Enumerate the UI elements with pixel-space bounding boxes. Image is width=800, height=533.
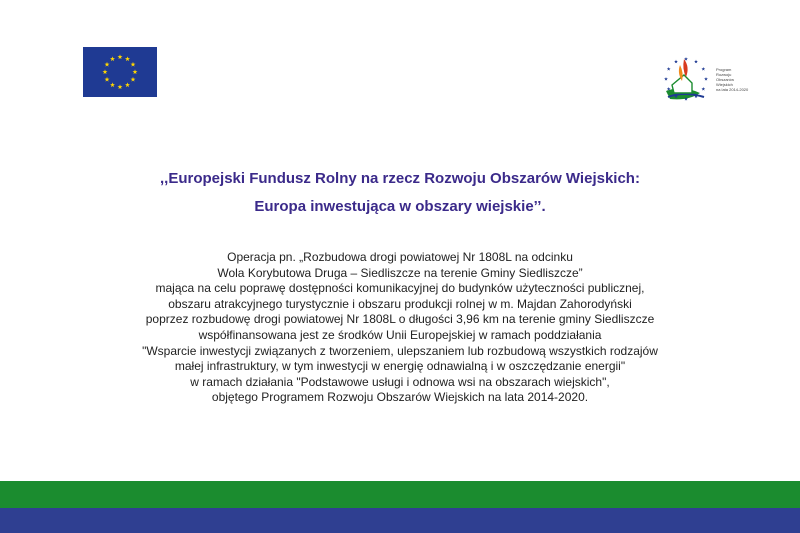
body-line: Wola Korybutowa Druga – Siedliszcze na terenie Gminy Siedliszcze” xyxy=(217,265,583,280)
eu-star-icon xyxy=(118,84,123,89)
headline xyxy=(0,165,800,221)
eu-star-icon xyxy=(125,56,130,61)
headline-line-1: ,,Europejski Fundusz Rolny na rzecz Rozwoju Obszarów Wiejskich: xyxy=(160,170,640,187)
body-line: "Wsparcie inwestycji związanych z tworzeniem, ulepszaniem lub rozbudową wszystkich rodzajów xyxy=(142,343,658,358)
eu-star-icon xyxy=(110,82,115,87)
eu-star-icon xyxy=(131,62,136,67)
eu-star-icon xyxy=(131,77,136,82)
prow-star-icon xyxy=(701,87,705,91)
eu-star-icon xyxy=(105,62,110,67)
footer-green-stripe xyxy=(0,481,800,508)
prow-star-icon xyxy=(667,67,671,71)
body-line: Operacja pn. „Rozbudowa drogi powiatowej Nr 1808L na odcinku xyxy=(227,250,573,264)
eu-star-icon xyxy=(110,56,115,61)
prow-logo xyxy=(660,55,749,105)
body-line: obszaru atrakcyjnego turystycznie i obszaru produkcji rolnej w m. Majdan Zahorodyński xyxy=(168,296,632,311)
headline-line-2: Europa inwestująca w obszary wiejskie’’. xyxy=(254,198,546,215)
prow-star-icon xyxy=(694,60,698,64)
eu-star-icon xyxy=(118,54,123,59)
body-line: małej infrastruktury, w tym inwestycji w energię odnawialną i w oszczędzanie energii" xyxy=(174,359,626,374)
body-line: w ramach działania "Podstawowe usługi i odnowa wsi na obszarach wiejskich", xyxy=(190,374,610,389)
eu-star-icon xyxy=(105,77,110,82)
eu-star-icon xyxy=(103,69,108,74)
prow-program-text: Program Rozwoju Obszarów Wiejskich na lata 2014-2020 xyxy=(716,67,749,92)
footer-blue-stripe xyxy=(0,508,800,533)
prow-star-icon xyxy=(674,60,678,64)
prow-star-icon xyxy=(704,77,708,81)
body-line: poprzez rozbudowę drogi powiatowej Nr 1808L o długości 3,96 km na terenie gminy Siedliszcze xyxy=(145,312,655,327)
body-line: objętego Programem Rozwoju Obszarów Wiejskich na lata 2014-2020. xyxy=(211,390,589,405)
prow-star-icon xyxy=(664,77,668,81)
prow-star-icon xyxy=(701,67,705,71)
operation-description xyxy=(0,250,800,406)
body-line: współfinansowana jest ze środków Unii Europejskiej w ramach poddziałania xyxy=(198,327,602,342)
eu-star-icon xyxy=(125,82,130,87)
eu-star-icon xyxy=(133,69,138,74)
eu-flag-logo xyxy=(83,47,157,97)
body-line: mająca na celu poprawę dostępności komunikacyjnej do budynków użyteczności publicznej, xyxy=(155,281,645,296)
